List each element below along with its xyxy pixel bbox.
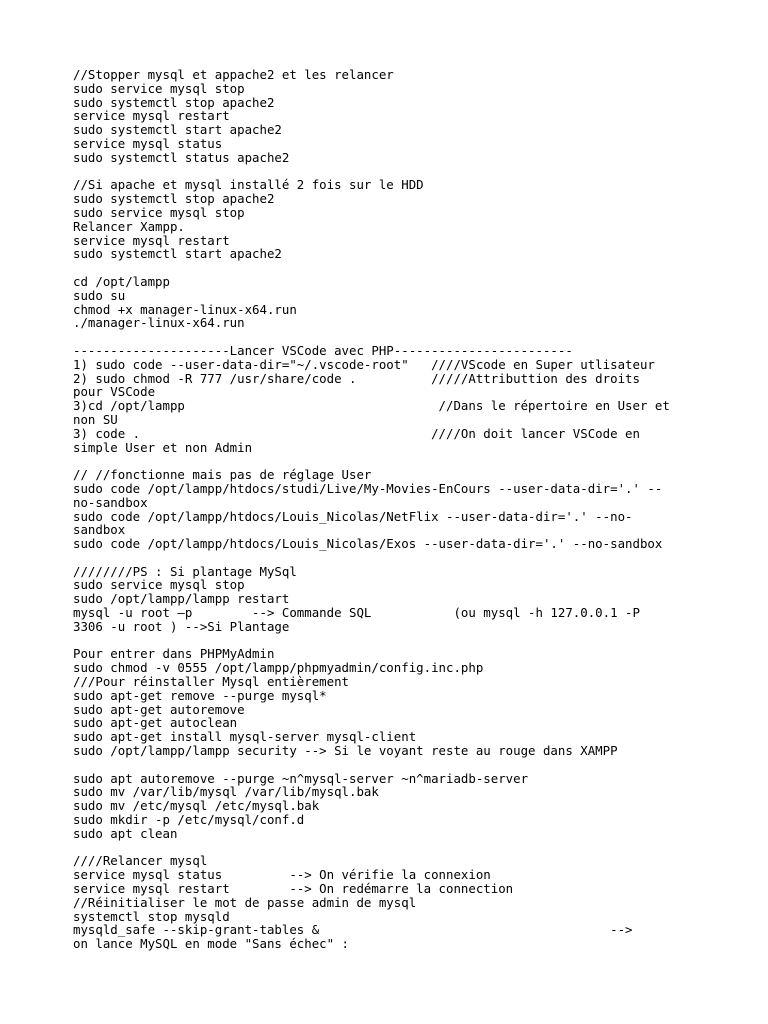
text-line: sudo apt-get remove --purge mysql*	[73, 687, 327, 703]
text-line: sudo service mysql stop	[73, 204, 245, 220]
text-line: sudo systemctl start apache2	[73, 246, 282, 262]
text-line: sudo service mysql stop	[73, 577, 245, 593]
text-block	[73, 854, 713, 951]
text-line: service mysql restart	[73, 108, 230, 124]
text-line: 3)cd /opt/lampp //Dans le répertoire en User et	[73, 398, 670, 414]
text-line: simple User et non Admin	[73, 439, 253, 455]
text-line: service mysql restart --> On redémarre la connection	[73, 881, 514, 897]
text-line: cd /opt/lampp	[73, 273, 170, 289]
text-line: Pour entrer dans PHPMyAdmin	[73, 646, 275, 662]
text-line: 3) code . ////On doit lancer VSCode en	[73, 425, 640, 441]
text-line: 2) sudo chmod -R 777 /usr/share/code . /////Attributtion des droits	[73, 370, 640, 386]
text-line: sudo apt-get autoclean	[73, 715, 238, 731]
text-line: Relancer Xampp.	[73, 218, 185, 234]
text-line: non SU	[73, 411, 118, 427]
text-block	[73, 344, 713, 454]
text-block	[73, 772, 713, 841]
text-block	[73, 647, 713, 757]
text-line: sudo code /opt/lampp/htdocs/studi/Live/My-Movies-EnCours --user-data-dir='.' --	[73, 480, 663, 496]
text-line: pour VSCode	[73, 384, 156, 400]
text-line: sudo /opt/lampp/lampp restart	[73, 591, 290, 607]
text-line: mysqld_safe --skip-grant-tables & -->	[73, 922, 633, 938]
text-line: sudo service mysql stop	[73, 80, 245, 96]
text-line: sudo chmod -v 0555 /opt/lampp/phpmyadmin/config.inc.php	[73, 660, 484, 676]
text-line: sudo apt-get autoremove	[73, 701, 245, 717]
text-line: chmod +x manager-linux-x64.run	[73, 301, 297, 317]
text-line: ---------------------Lancer VSCode avec PHP------------------------	[73, 342, 573, 358]
text-line: ./manager-linux-x64.run	[73, 315, 245, 331]
text-line: ////////PS : Si plantage MySql	[73, 563, 297, 579]
text-line: //Si apache et mysql installé 2 fois sur le HDD	[73, 177, 424, 193]
text-line: sudo /opt/lampp/lampp security --> Si le voyant reste au rouge dans XAMPP	[73, 743, 618, 759]
text-line: sudo code /opt/lampp/htdocs/Louis_Nicolas/NetFlix --user-data-dir='.' --no-	[73, 508, 633, 524]
text-line: sudo systemctl stop apache2	[73, 191, 275, 207]
text-line: service mysql status --> On vérifie la connexion	[73, 867, 491, 883]
text-line: sudo systemctl stop apache2	[73, 94, 275, 110]
text-block	[73, 68, 713, 165]
text-line: // //fonctionne mais pas de réglage User	[73, 467, 372, 483]
text-line: no-sandbox	[73, 494, 148, 510]
text-line: sudo systemctl status apache2	[73, 149, 290, 165]
text-line: sudo code /opt/lampp/htdocs/Louis_Nicolas/Exos --user-data-dir='.' --no-sandbox	[73, 536, 663, 552]
text-line: 1) sudo code --user-data-dir="~/.vscode-root" ////VScode en Super utlisateur	[73, 356, 655, 372]
text-line: ///Pour réinstaller Mysql entièrement	[73, 674, 350, 690]
text-line: sudo systemctl start apache2	[73, 122, 282, 138]
text-block	[73, 565, 713, 634]
text-line: ////Relancer mysql	[73, 853, 208, 869]
text-line: //Stopper mysql et appache2 et les relancer	[73, 67, 394, 82]
document-page	[73, 68, 713, 965]
text-line: sudo apt clean	[73, 825, 178, 841]
text-line: sudo su	[73, 287, 126, 303]
text-line: sudo mv /var/lib/mysql /var/lib/mysql.bak	[73, 784, 379, 800]
text-line: sandbox	[73, 522, 126, 538]
text-line: on lance MySQL en mode "Sans échec" :	[73, 936, 350, 952]
text-line: sudo apt autoremove --purge ~n^mysql-server ~n^mariadb-server	[73, 770, 529, 786]
text-block	[73, 468, 713, 551]
text-line: sudo apt-get install mysql-server mysql-client	[73, 729, 417, 745]
text-line: mysql -u root –p --> Commande SQL (ou mysql -h 127.0.0.1 -P	[73, 605, 640, 621]
text-line: //Réinitialiser le mot de passe admin de mysql	[73, 894, 417, 910]
text-line: sudo mv /etc/mysql /etc/mysql.bak	[73, 798, 320, 814]
text-block	[73, 178, 713, 261]
text-block	[73, 275, 713, 330]
text-line: service mysql status	[73, 135, 223, 151]
text-line: service mysql restart	[73, 232, 230, 248]
text-line: sudo mkdir -p /etc/mysql/conf.d	[73, 812, 305, 828]
text-line: systemctl stop mysqld	[73, 908, 230, 924]
text-line: 3306 -u root ) -->Si Plantage	[73, 618, 290, 634]
